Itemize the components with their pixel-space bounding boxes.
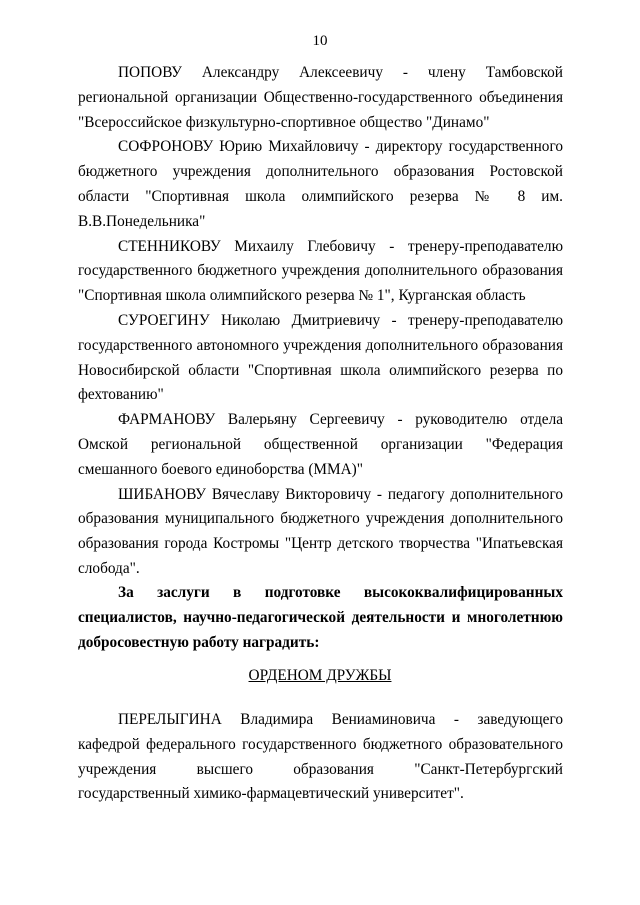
awardee-entry: ПЕРЕЛЫГИНА Владимира Вениаминовича - заведующего кафедрой федерального государственного бюджетного образовательного учреждения высшего образования "Санкт-Петербургский государственный химико-фармацевтический университет".	[78, 711, 563, 803]
awardee-entry: СТЕННИКОВУ Михаилу Глебовичу - тренеру-преподавателю государственного бюджетного учреждения дополнительного образования "Спортивная школа олимпийского резерва № 1", Курганская область	[78, 237, 563, 305]
awardee-entry: ПОПОВУ Александру Алексеевичу - члену Тамбовской региональной организации Общественно-государственного объединения "Всероссийское физкультурно-спортивное общество "Динамо"	[78, 64, 563, 131]
page-number: 10	[312, 33, 328, 49]
order-title: ОРДЕНОМ ДРУЖБЫ	[248, 667, 392, 684]
awardees-list-part1	[78, 61, 563, 582]
awardee-entry: СОФРОНОВУ Юрию Михайловичу - директору государственного бюджетного учреждения дополнительного образования Ростовской области "Спортивная школа олимпийского резерва № 8 им. В.В.Понедельника"	[78, 138, 563, 230]
awardees-list-part2	[78, 708, 563, 807]
merit-statement-block	[78, 581, 563, 655]
merit-statement: За заслуги в подготовке высококвалифицированных специалистов, научно-педагогической деятельности и многолетнюю добросовестную работу наградить:	[78, 584, 563, 651]
awardee-entry: СУРОЕГИНУ Николаю Дмитриевичу - тренеру-преподавателю государственного автономного учреждения дополнительного образования Новосибирской области "Спортивная школа олимпийского резерва по фехтованию"	[78, 311, 563, 404]
awardee-entry: ШИБАНОВУ Вячеславу Викторовичу - педагогу дополнительного образования муниципального бюджетного учреждения дополнительного образования города Костромы "Центр детского творчества "Ипатьевская слобода".	[78, 485, 563, 577]
awardee-entry: ФАРМАНОВУ Валерьяну Сергеевичу - руководителю отдела Омской региональной общественной организации "Федерация смешанного боевого единоборства (ММА)"	[78, 411, 563, 478]
